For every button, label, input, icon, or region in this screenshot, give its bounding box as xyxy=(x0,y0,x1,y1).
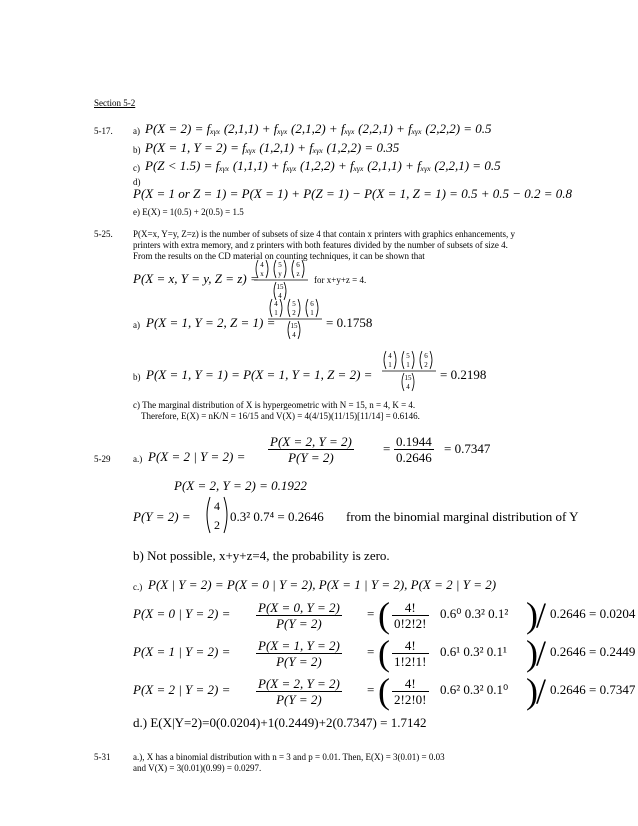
text-line: c) The marginal distribution of X is hypergeometric with N = 15, n = 4, K = 4. xyxy=(133,400,416,410)
conditional-distribution: P(X | Y = 2) = P(X = 0 | Y = 2), P(X = 1 | Y = 2), P(X = 2 | Y = 2) xyxy=(148,577,497,592)
division-slash: / xyxy=(536,595,547,635)
binomial-top: 6 xyxy=(424,352,428,360)
equals-sign: = xyxy=(383,441,391,456)
equation-result: = 0.2198 xyxy=(440,367,487,382)
joint-probability: P(X = 2, Y = 2) = 0.1922 xyxy=(174,478,307,493)
problem-number-5-31: 5-31 xyxy=(94,752,111,762)
equation-lhs: P(X = 1, Y = 2, Z = 1) = xyxy=(146,315,276,330)
text-line: and V(X) = 3(0.01)(0.99) = 0.0297. xyxy=(133,763,262,773)
binomial-bottom: 1 xyxy=(388,361,392,369)
text-line: Therefore, E(X) = nK/N = 16/15 and V(X) = 4(4/15)(11/15)[11/14] = 0.6146. xyxy=(141,411,420,421)
problem-number-5-17: 5-17. xyxy=(94,126,113,136)
power-terms: 0.6¹ 0.3² 0.1¹ xyxy=(440,644,507,659)
binomial-top: 5 xyxy=(406,352,410,360)
binomial-bottom: 1 xyxy=(274,309,278,317)
equals-sign: = xyxy=(367,644,375,659)
part-b-label: b) xyxy=(133,145,141,155)
binomial-top: 15 xyxy=(276,283,284,291)
equation-result: 0.2646 = 0.7347 xyxy=(550,682,636,697)
equation-5-17d: P(X = 1 or Z = 1) = P(X = 1) + P(Z = 1) − P(X = 1, Z = 1) = 0.5 + 0.5 − 0.2 = 0.8 xyxy=(133,186,573,201)
binomial-top: 4 xyxy=(274,300,278,308)
binomial-bottom: y xyxy=(278,270,282,278)
text-line: From the results on the CD material on counting techniques, it can be shown that xyxy=(133,251,425,261)
binomial-top: 6 xyxy=(310,300,314,308)
text-line: P(X=x, Y=y, Z=z) is the number of subsets of size 4 that contain x printers with graphics enhancements, y xyxy=(133,229,515,239)
equation-5-17b: P(X = 1, Y = 2) = fₓᵧₓ (1,2,1) + fₓᵧₓ (1,2,2) = 0.35 xyxy=(145,140,400,155)
equation-5-17c: P(Z < 1.5) = fₓᵧₓ (1,1,1) + fₓᵧₓ (1,2,2) + fₓᵧₓ (2,1,1) + fₓᵧₓ (2,2,1) = 0.5 xyxy=(145,158,501,173)
binomial-numerator-term xyxy=(292,260,304,278)
binomial-top: 4 xyxy=(388,352,392,360)
equation-result: = 0.7347 xyxy=(444,441,491,456)
binomial-top: 5 xyxy=(278,261,282,269)
problem-number-5-25: 5-25. xyxy=(94,229,113,239)
text-line: printers with extra memory, and z printers with both features divided by the number of subsets of size 4. xyxy=(133,240,508,250)
equation-result: = 0.1758 xyxy=(326,315,373,330)
equation-result: 0.2646 = 0.2449 xyxy=(550,644,636,659)
text-line: a.), X has a binomial distribution with n = 3 and p = 0.01. Then, E(X) = 3(0.01) = 0.03 xyxy=(133,752,445,762)
part-e-text: e) E(X) = 1(0.5) + 2(0.5) = 1.5 xyxy=(133,207,244,217)
binomial-denominator-term xyxy=(402,373,414,391)
right-paren: ) xyxy=(526,633,538,673)
formula-condition: for x+y+z = 4. xyxy=(314,275,367,285)
binomial-numerator-term xyxy=(256,260,268,278)
binomial-numerator-term xyxy=(384,351,396,369)
binomial-numerator-term xyxy=(306,299,318,317)
explanation: from the binomial marginal distribution of Y xyxy=(346,509,579,524)
fraction: $\frac{P(X = 1, Y = 2)}{P(Y = 2)}$ xyxy=(258,638,340,669)
binomial-denominator-term xyxy=(288,321,300,339)
binomial-bottom: 4 xyxy=(292,331,296,339)
binomial-fraction xyxy=(380,349,440,395)
power-terms: 0.6² 0.3² 0.1⁰ xyxy=(440,682,509,697)
equation-lhs: P(X = 2 | Y = 2) = xyxy=(148,449,246,464)
equation-lhs: P(X = 2 | Y = 2) = xyxy=(133,682,231,697)
formula-lhs: P(X = x, Y = y, Z = z) = xyxy=(133,271,259,286)
binomial-numerator-term xyxy=(402,351,414,369)
multinomial-coefficient: $\frac{4!}{1!2!1!}$ xyxy=(394,638,427,669)
fraction: $\frac{P(X = 2, Y = 2)}{P(Y = 2)}$ xyxy=(258,676,340,707)
equation-lhs: P(Y = 2) = xyxy=(133,509,191,524)
svg-text:2: 2 xyxy=(214,518,220,532)
division-slash: / xyxy=(536,633,547,673)
part-c-label: c) xyxy=(133,163,140,173)
binomial-numerator-term xyxy=(288,299,300,317)
binomial-top: 5 xyxy=(292,300,296,308)
part-a-label: a) xyxy=(133,320,140,330)
binomial-top: 15 xyxy=(404,374,412,382)
part-d-label: d) xyxy=(133,177,141,187)
equals-sign: = xyxy=(367,682,375,697)
binomial-bottom: 2 xyxy=(424,361,428,369)
fraction: $\frac{P(X = 0, Y = 2)}{P(Y = 2)}$ xyxy=(258,600,340,631)
equation-lhs: P(X = 1 | Y = 2) = xyxy=(133,644,231,659)
binomial-bottom: 1 xyxy=(406,361,410,369)
binomial-bottom: x xyxy=(260,270,264,278)
left-paren: ( xyxy=(378,633,390,673)
binomial-numerator-term xyxy=(274,260,286,278)
binomial-top: 4 xyxy=(260,261,264,269)
section-heading: Section 5-2 xyxy=(94,98,136,108)
equation-5-17a: P(X = 2) = fₓᵧₓ (2,1,1) + fₓᵧₓ (2,1,2) + fₓᵧₓ (2,2,1) + fₓᵧₓ (2,2,2) = 0.5 xyxy=(145,121,492,136)
part-d-text: d.) E(X|Y=2)=0(0.0204)+1(0.2449)+2(0.7347) = 1.7142 xyxy=(133,715,427,730)
multinomial-coefficient: $\frac{4!}{2!2!0!}$ xyxy=(394,676,427,707)
fraction: $\frac{0.1944}{0.2646}$ xyxy=(396,434,432,465)
part-c-label: c.) xyxy=(133,582,143,592)
part-b-label: b) xyxy=(133,372,141,382)
equation-lhs: P(X = 1, Y = 1) = P(X = 1, Y = 1, Z = 2) = xyxy=(146,367,373,382)
equals-sign: = xyxy=(367,606,375,621)
binomial-bottom: 2 xyxy=(292,309,296,317)
binomial-fraction xyxy=(266,297,326,343)
binomial-bottom: 4 xyxy=(406,383,410,391)
left-paren: ( xyxy=(378,671,390,711)
binomial-bottom: 1 xyxy=(310,309,314,317)
binomial-numerator-term xyxy=(420,351,432,369)
power-terms: 0.6⁰ 0.3² 0.1² xyxy=(440,606,509,621)
binomial-numerator-term xyxy=(270,299,282,317)
problem-number-5-29: 5-29 xyxy=(94,454,111,464)
binomial-top: 15 xyxy=(290,322,298,330)
part-a-label: a) xyxy=(133,126,140,136)
binomial-bottom: 4 xyxy=(278,292,282,300)
binomial-top: 6 xyxy=(296,261,300,269)
multinomial-coefficient: $\frac{4!}{0!2!2!}$ xyxy=(394,600,427,631)
equation-lhs: P(X = 0 | Y = 2) = xyxy=(133,606,231,621)
binomial-coefficient xyxy=(204,495,230,535)
binomial-terms: 0.3² 0.7⁴ = 0.2646 xyxy=(230,509,324,524)
right-paren: ) xyxy=(526,671,538,711)
division-slash: / xyxy=(536,671,547,711)
svg-text:4: 4 xyxy=(214,499,220,513)
right-paren: ) xyxy=(526,595,538,635)
binomial-bottom: z xyxy=(296,270,300,278)
fraction: $\frac{P(X = 2, Y = 2)}{P(Y = 2)}$ xyxy=(270,434,352,465)
part-b-text: b) Not possible, x+y+z=4, the probability is zero. xyxy=(133,548,390,563)
equation-result: 0.2646 = 0.0204 xyxy=(550,606,636,621)
part-a-label: a.) xyxy=(133,454,143,464)
left-paren: ( xyxy=(378,595,390,635)
